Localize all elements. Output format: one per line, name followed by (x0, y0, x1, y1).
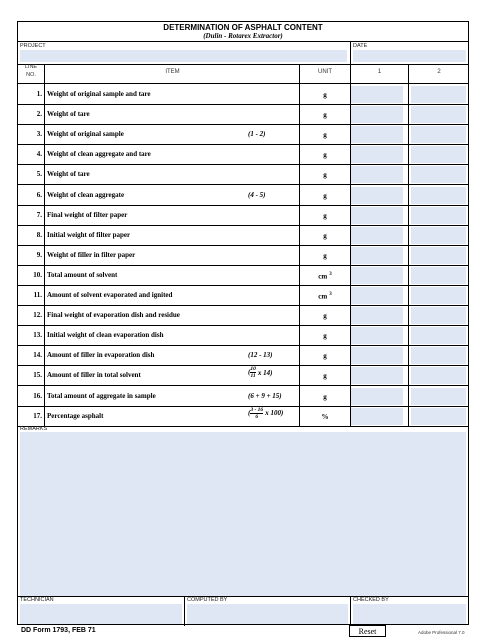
unit-text: g (323, 352, 327, 361)
unit-cell (300, 192, 350, 200)
value-field-col1[interactable] (351, 287, 403, 304)
value-field-col1[interactable] (351, 166, 403, 183)
unit-cell (300, 292, 350, 300)
line-number: 7. (36, 210, 42, 219)
unit-cell (300, 413, 350, 421)
unit-text: cm (318, 272, 328, 281)
item-label: Weight of original sample and tare (47, 90, 151, 98)
line-number: 14. (33, 351, 42, 360)
value-field-col1[interactable] (351, 267, 403, 284)
value-field-col2[interactable] (411, 408, 466, 425)
value-field-col2[interactable] (411, 267, 466, 284)
item-formula: (12 - 13) (248, 351, 273, 360)
value-field-col1[interactable] (351, 247, 403, 264)
unit-cell (300, 212, 350, 220)
table-row (18, 225, 468, 245)
remarks-label: REMARKS (20, 426, 48, 432)
unit-text: g (323, 191, 327, 200)
value-field-col2[interactable] (411, 388, 466, 405)
line-number: 4. (36, 150, 42, 159)
value-field-col2[interactable] (411, 187, 466, 204)
form-subtitle: (Dulin - Rotarex Extractor) (203, 32, 283, 40)
unit-text: g (323, 231, 327, 240)
checked-by-label: CHECKED BY (353, 597, 389, 603)
table-row (18, 265, 468, 285)
line-number: 8. (36, 230, 42, 239)
form-number: DD Form 1793, FEB 71 (21, 627, 96, 634)
table-row (18, 285, 468, 305)
table-row (18, 245, 468, 265)
item-label: Percentage asphalt (47, 411, 104, 420)
unit-text: g (323, 372, 327, 381)
value-field-col1[interactable] (351, 388, 403, 405)
item-label: Amount of solvent evaporated and ignited (47, 291, 173, 299)
unit-cell (300, 393, 350, 401)
value-field-col1[interactable] (351, 347, 403, 364)
unit-text: g (323, 111, 327, 120)
item-label: Final weight of filter paper (47, 210, 128, 219)
line-number: 1. (36, 90, 42, 98)
formula-tail: x 100) (265, 408, 284, 417)
value-field-col2[interactable] (411, 367, 466, 384)
item-label: Weight of original sample (47, 130, 124, 139)
unit-cell (300, 372, 350, 380)
line-number: 17. (33, 411, 42, 420)
line-number: 3. (36, 130, 42, 139)
unit-text: g (323, 392, 327, 401)
item-label: Total amount of solvent (47, 270, 118, 279)
formula-paren: ( (248, 368, 251, 377)
software-note: Adobe Professional 7.0 (418, 630, 465, 635)
value-field-col2[interactable] (411, 347, 466, 364)
value-field-col2[interactable] (411, 227, 466, 244)
item-label: Amount of filler in total solvent (47, 371, 141, 380)
technician-label: TECHNICIAN (20, 597, 54, 603)
fraction-numerator: 3 - 16 (250, 406, 264, 413)
value-field-col2[interactable] (411, 146, 466, 163)
unit-cell (300, 232, 350, 240)
unit-text: g (323, 312, 327, 321)
formula-fraction (250, 366, 256, 379)
date-label: DATE (353, 43, 368, 49)
remarks-field[interactable] (20, 432, 466, 596)
value-field-col2[interactable] (411, 327, 466, 344)
item-formula: (4 - 5) (248, 190, 266, 199)
value-field-col1[interactable] (351, 408, 403, 425)
line-number: 15. (33, 371, 42, 380)
form-title: DETERMINATION OF ASPHALT CONTENT (163, 23, 323, 32)
value-field-col2[interactable] (411, 247, 466, 264)
unit-text: g (323, 251, 327, 260)
formula-paren: ( (248, 408, 251, 417)
value-field-col2[interactable] (411, 106, 466, 123)
item-header: ITEM (165, 69, 180, 75)
item-label: Initial weight of clean evaporation dish (47, 331, 164, 340)
table-row (18, 305, 468, 325)
table-row (18, 164, 468, 184)
value-field-col2[interactable] (411, 86, 466, 103)
line-no-header-1: LINE (24, 64, 38, 70)
item-label: Initial weight of filter paper (47, 230, 131, 239)
value-field-col1[interactable] (351, 207, 403, 224)
unit-text: g (323, 171, 327, 180)
item-formula: (1 - 2) (248, 130, 266, 139)
fraction-denominator: 6 (255, 413, 259, 420)
project-field[interactable] (20, 50, 347, 62)
item-label: Weight of clean aggregate and tare (47, 150, 151, 159)
line-number: 9. (36, 250, 42, 259)
item-label: Weight of tare (47, 170, 90, 179)
value-field-col1[interactable] (351, 106, 403, 123)
unit-cell (300, 151, 350, 159)
col2-header: 2 (437, 69, 441, 75)
unit-cell (300, 111, 350, 119)
value-field-col1[interactable] (351, 86, 403, 103)
computed-by-label: COMPUTED BY (187, 597, 228, 603)
table-row (18, 84, 468, 104)
unit-superscript: 3 (329, 271, 332, 277)
unit-text: % (321, 412, 329, 421)
reset-button[interactable]: Reset (349, 625, 386, 637)
table-row (18, 185, 468, 205)
col1-header: 1 (377, 69, 382, 75)
fraction-denominator: 11 (250, 373, 256, 380)
unit-text: g (323, 151, 327, 160)
unit-text: g (323, 91, 327, 99)
checked-by-field[interactable] (353, 604, 466, 624)
item-label: Amount of filler in evaporation dish (47, 351, 155, 360)
unit-superscript: 3 (329, 292, 332, 297)
item-formula (248, 366, 272, 379)
unit-cell (300, 272, 350, 280)
line-number: 16. (33, 391, 42, 400)
table-row (18, 325, 468, 345)
value-field-col1[interactable] (351, 367, 403, 384)
unit-cell (300, 352, 350, 360)
line-number: 13. (33, 331, 42, 340)
line-number: 2. (36, 110, 42, 119)
line-number: 11. (33, 291, 42, 299)
value-field-col2[interactable] (411, 207, 466, 224)
unit-cell (300, 252, 350, 260)
date-field[interactable] (353, 50, 466, 62)
project-label: PROJECT (20, 43, 46, 49)
item-label: Final weight of evaporation dish and residue (47, 311, 180, 320)
item-label: Weight of tare (47, 110, 90, 119)
line-number: 6. (36, 190, 42, 199)
table-row (18, 205, 468, 225)
line-number: 10. (33, 270, 42, 279)
item-label: Weight of clean aggregate (47, 190, 125, 199)
value-field-col1[interactable] (351, 307, 403, 324)
unit-cell (300, 312, 350, 320)
value-field-col2[interactable] (411, 287, 466, 304)
value-field-col1[interactable] (351, 327, 403, 344)
value-field-col1[interactable] (351, 187, 403, 204)
computed-by-field[interactable] (187, 604, 348, 624)
line-number: 5. (36, 170, 42, 179)
line-no-header-2: NO. (26, 72, 36, 78)
item-label: Total amount of aggregate in sample (47, 391, 156, 400)
value-field-col1[interactable] (351, 126, 403, 143)
unit-cell (300, 332, 350, 340)
table-row (18, 406, 468, 426)
value-field-col2[interactable] (411, 126, 466, 143)
table-row (18, 124, 468, 144)
unit-text: g (323, 332, 327, 341)
unit-cell (300, 91, 350, 99)
table-row (18, 345, 468, 365)
table-row (18, 104, 468, 124)
unit-text: g (323, 131, 327, 140)
line-number: 12. (33, 311, 42, 320)
unit-text: g (323, 211, 327, 220)
item-label: Weight of filler in filter paper (47, 250, 136, 259)
table-row (18, 365, 468, 385)
value-field-col2[interactable] (411, 307, 466, 324)
value-field-col1[interactable] (351, 146, 403, 163)
item-formula: (6 + 9 + 15) (248, 391, 282, 400)
fraction-numerator: 10 (250, 366, 256, 373)
formula-fraction (250, 407, 263, 420)
asphalt-content-form (17, 21, 469, 625)
unit-text: cm (318, 292, 328, 301)
table-row (18, 144, 468, 164)
table-row (18, 386, 468, 406)
value-field-col1[interactable] (351, 227, 403, 244)
unit-cell (300, 131, 350, 139)
technician-field[interactable] (20, 604, 182, 624)
unit-header: UNIT (318, 69, 332, 75)
item-formula (248, 407, 283, 420)
formula-tail: x 14) (257, 368, 273, 377)
value-field-col2[interactable] (411, 166, 466, 183)
unit-cell (300, 171, 350, 179)
